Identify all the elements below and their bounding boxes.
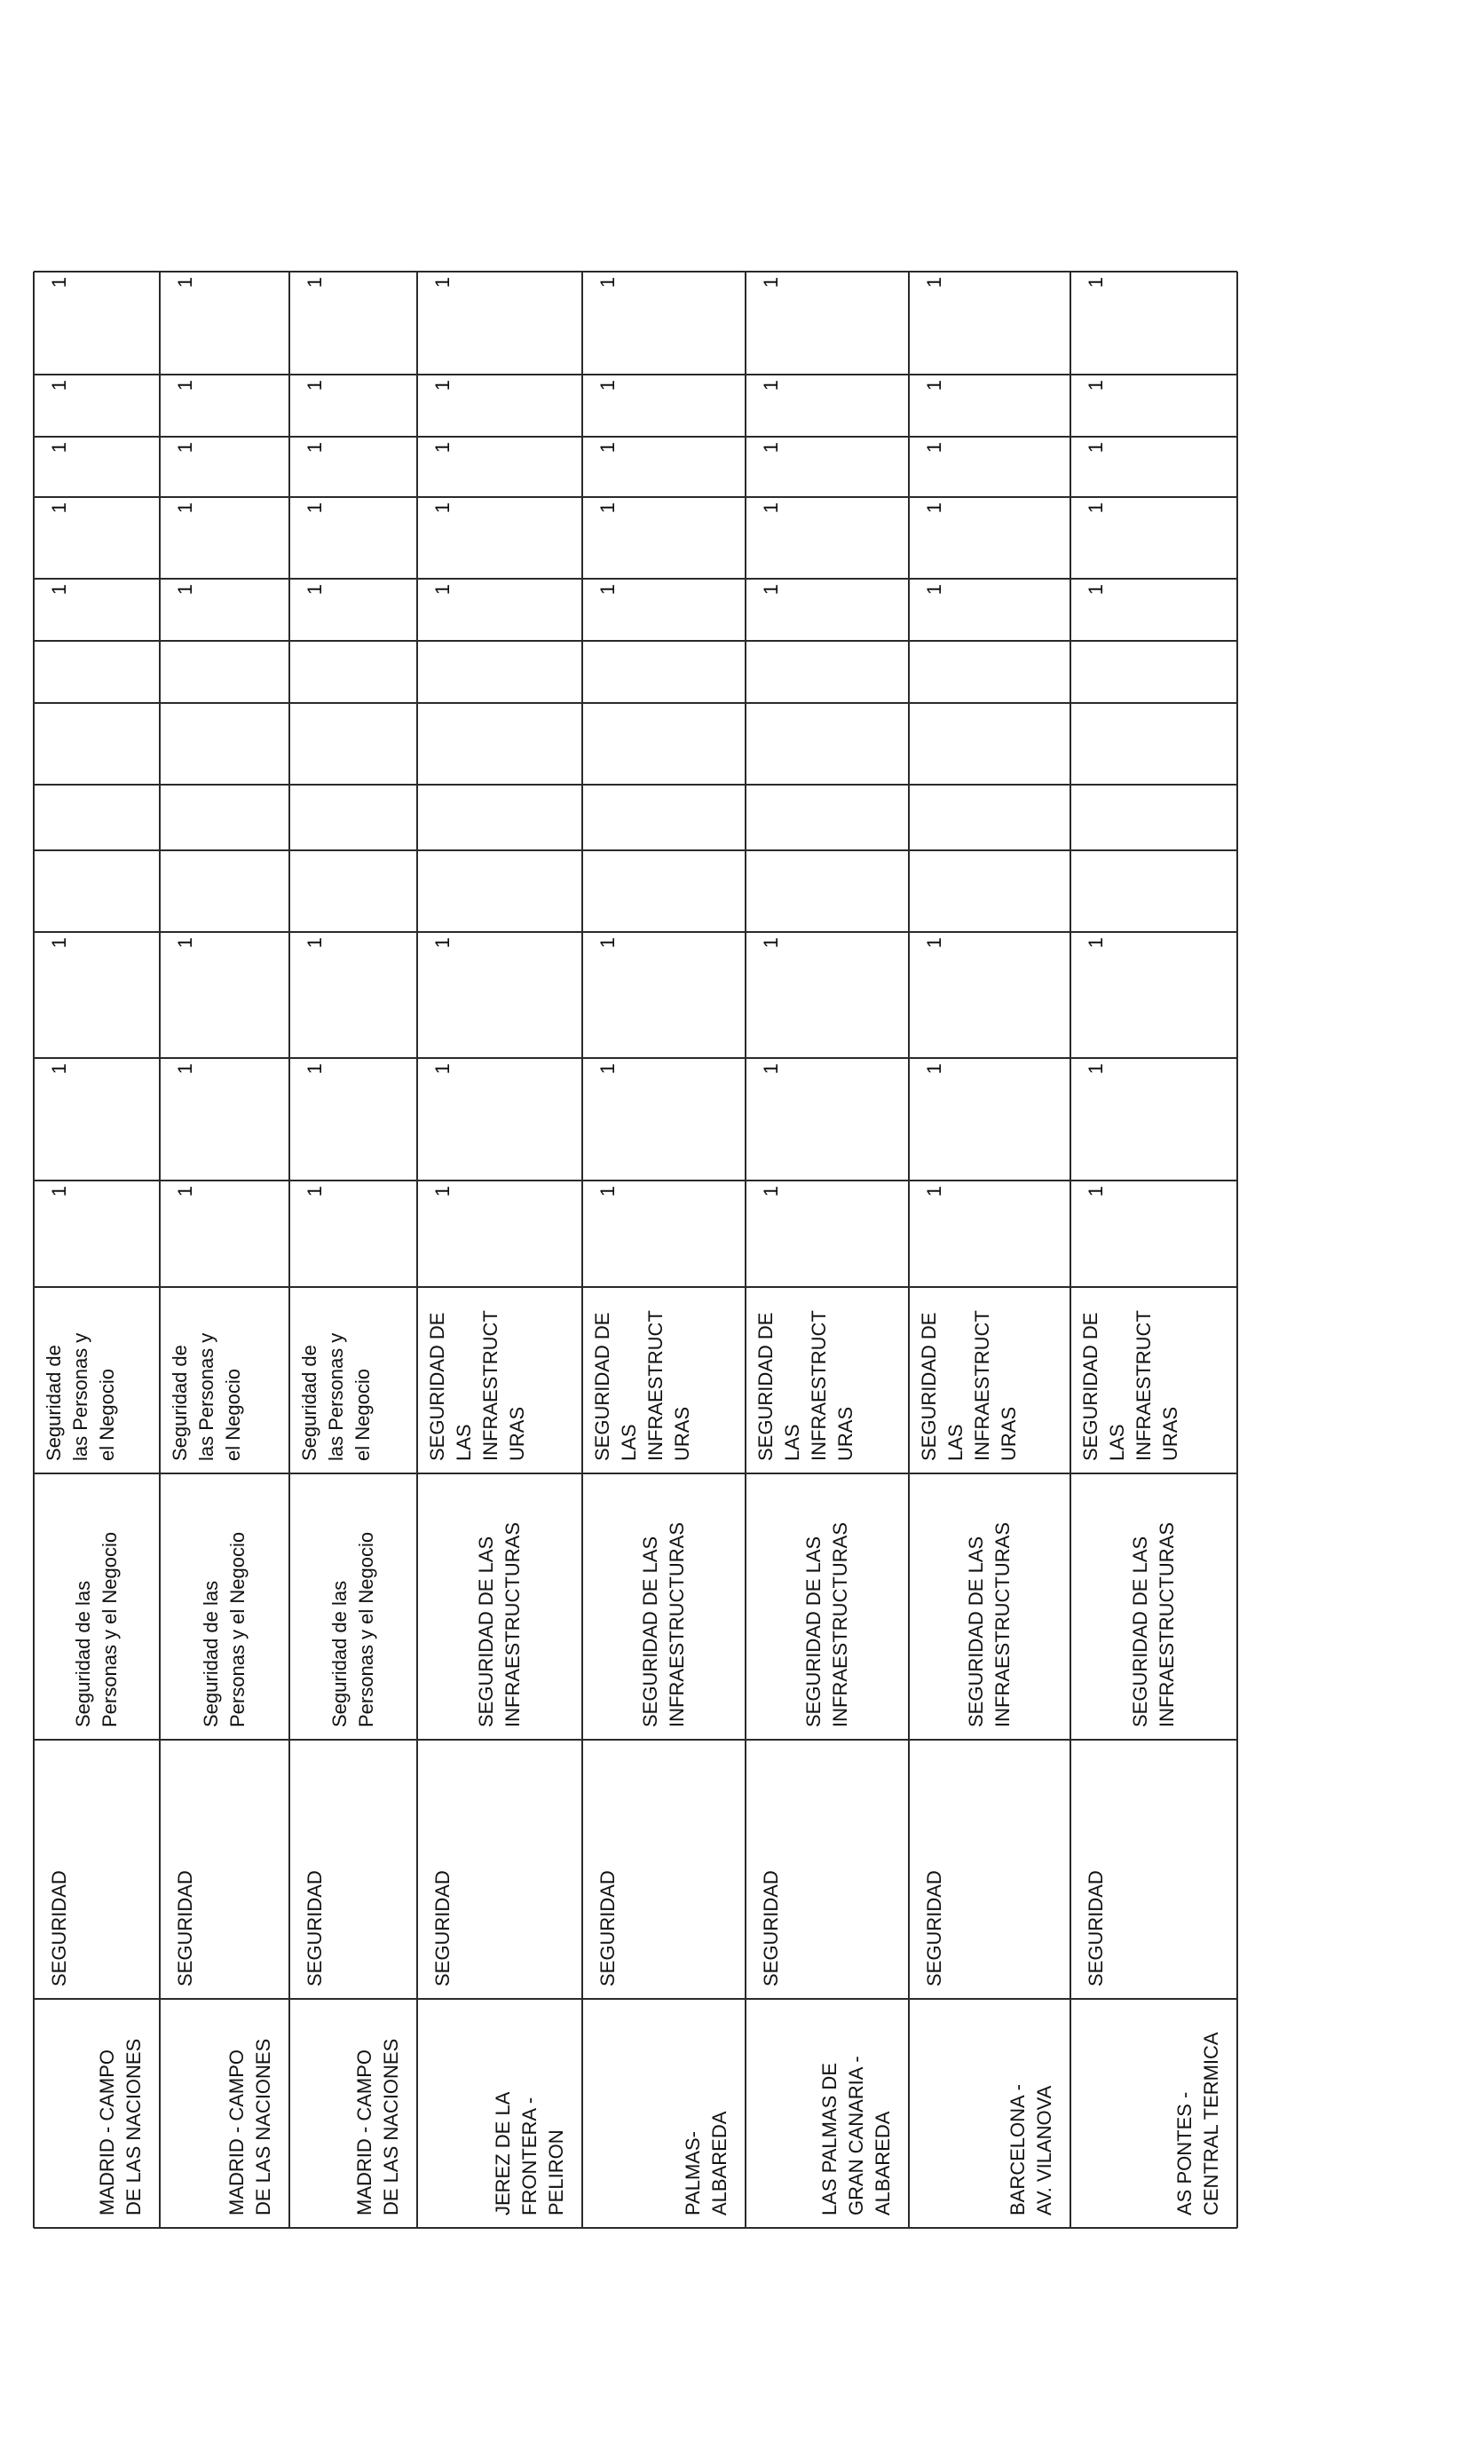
row-2-value-6-text xyxy=(172,708,277,779)
row-7-value-12-text: 1 xyxy=(923,277,945,288)
row-7-value-12 xyxy=(909,272,1070,375)
row-3-value-10 xyxy=(289,437,417,497)
row-2-category-cell xyxy=(160,1740,289,1999)
row-1-value-8 xyxy=(34,579,160,641)
row-5-area-cell-text: SEGURIDAD DE LAS INFRAESTRUCTURAS xyxy=(639,1521,688,1727)
row-5-value-4 xyxy=(582,850,746,932)
row-8-value-10 xyxy=(1070,437,1237,497)
row-7-value-3 xyxy=(909,932,1070,1058)
row-8-location-cell-text: AS PONTES - CENTRAL TERMICA xyxy=(1173,2032,1222,2215)
row-4-value-3 xyxy=(417,932,582,1058)
row-3-value-8 xyxy=(289,579,417,641)
row-8-category-cell xyxy=(1070,1740,1237,1999)
row-3-subarea-cell-text: Seguridad de las Personas y el Negocio xyxy=(298,1332,374,1461)
row-7-location-cell xyxy=(909,1999,1070,2228)
row-4-value-9-text: 1 xyxy=(431,502,454,514)
row-8-value-12 xyxy=(1070,272,1237,375)
row-3-location-cell xyxy=(289,1999,417,2228)
row-3-value-10-text: 1 xyxy=(304,442,326,454)
row-3-value-4 xyxy=(289,850,417,932)
row-8-value-8 xyxy=(1070,579,1237,641)
row-2-value-4 xyxy=(160,850,289,932)
row-2-value-11-text: 1 xyxy=(174,380,196,391)
row-6-value-10-text: 1 xyxy=(760,442,782,454)
row-8-subarea-cell-text: SEGURIDAD DE LAS INFRAESTRUCT URAS xyxy=(1079,1310,1181,1461)
row-8-value-12-text: 1 xyxy=(1085,277,1107,288)
row-6-value-3-text: 1 xyxy=(760,937,782,949)
row-8-value-5 xyxy=(1070,785,1237,850)
row-2-value-1 xyxy=(160,1181,289,1287)
row-5-value-9-text: 1 xyxy=(596,502,619,514)
row-8-value-9 xyxy=(1070,497,1237,579)
row-6-value-7 xyxy=(746,641,909,703)
row-2-value-7 xyxy=(160,641,289,703)
row-4-value-5-text xyxy=(430,790,570,845)
row-3-area-cell xyxy=(289,1473,417,1740)
row-5-value-11-text: 1 xyxy=(596,380,619,391)
row-8-area-cell-text: SEGURIDAD DE LAS INFRAESTRUCTURAS xyxy=(1129,1521,1178,1727)
row-3-value-2 xyxy=(289,1058,417,1181)
row-1-subarea-cell-text: Seguridad de las Personas y el Negocio xyxy=(43,1332,118,1461)
row-6-value-4-text xyxy=(758,856,896,927)
row-1-value-5 xyxy=(34,785,160,850)
row-8-value-8-text: 1 xyxy=(1085,584,1107,596)
row-1-value-4 xyxy=(34,850,160,932)
row-2-subarea-cell-text: Seguridad de las Personas y el Negocio xyxy=(169,1332,244,1461)
row-1-category-cell xyxy=(34,1740,160,1999)
row-6-subarea-cell-text: SEGURIDAD DE LAS INFRAESTRUCT URAS xyxy=(754,1310,856,1461)
row-7-value-6-text xyxy=(921,708,1058,779)
row-5-value-6 xyxy=(582,703,746,785)
row-3-value-1 xyxy=(289,1181,417,1287)
row-5-category-cell-text: SEGURIDAD xyxy=(596,1870,619,1986)
row-1-subarea-cell xyxy=(34,1287,160,1473)
row-2-value-3 xyxy=(160,932,289,1058)
row-1-value-11 xyxy=(34,375,160,437)
row-6-value-2-text: 1 xyxy=(760,1063,782,1075)
row-8-value-1 xyxy=(1070,1181,1237,1287)
row-5-value-11 xyxy=(582,375,746,437)
row-8-value-3-text: 1 xyxy=(1085,937,1107,949)
row-1-value-3 xyxy=(34,932,160,1058)
row-1-value-2-text: 1 xyxy=(48,1063,70,1075)
row-1-location-cell-text: MADRID - CAMPO DE LAS NACIONES xyxy=(96,2038,145,2215)
row-7-category-cell-text: SEGURIDAD xyxy=(923,1870,945,1986)
row-4-value-4 xyxy=(417,850,582,932)
row-1-value-2 xyxy=(34,1058,160,1181)
row-4-location-cell-text: JEREZ DE LA FRONTERA - PELIRON xyxy=(492,2091,567,2215)
row-4-value-3-text: 1 xyxy=(431,937,454,949)
row-7-value-4 xyxy=(909,850,1070,932)
row-5-area-cell xyxy=(582,1473,746,1740)
row-5-value-6-text xyxy=(595,708,733,779)
row-1-value-3-text: 1 xyxy=(48,937,70,949)
row-6-value-1-text: 1 xyxy=(760,1186,782,1197)
row-2-value-11 xyxy=(160,375,289,437)
row-3-value-11-text: 1 xyxy=(304,380,326,391)
row-2-value-3-text: 1 xyxy=(174,937,196,949)
row-3-category-cell xyxy=(289,1740,417,1999)
row-2-value-10 xyxy=(160,437,289,497)
row-1-value-9 xyxy=(34,497,160,579)
row-1-value-5-text xyxy=(46,790,147,845)
row-5-value-9 xyxy=(582,497,746,579)
row-4-value-8-text: 1 xyxy=(431,584,454,596)
row-7-subarea-cell xyxy=(909,1287,1070,1473)
row-7-area-cell-text: SEGURIDAD DE LAS INFRAESTRUCTURAS xyxy=(965,1521,1014,1727)
row-5-value-10 xyxy=(582,437,746,497)
row-1-value-7-text xyxy=(46,646,147,698)
row-3-value-6 xyxy=(289,703,417,785)
row-7-area-cell xyxy=(909,1473,1070,1740)
row-6-category-cell xyxy=(746,1740,909,1999)
row-4-value-1-text: 1 xyxy=(431,1186,454,1197)
row-5-value-5 xyxy=(582,785,746,850)
row-5-value-1-text: 1 xyxy=(596,1186,619,1197)
row-4-value-11 xyxy=(417,375,582,437)
row-8-category-cell-text: SEGURIDAD xyxy=(1085,1870,1107,1986)
row-5-value-8 xyxy=(582,579,746,641)
row-6-area-cell-text: SEGURIDAD DE LAS INFRAESTRUCTURAS xyxy=(802,1521,851,1727)
row-8-value-11-text: 1 xyxy=(1085,380,1107,391)
row-5-value-7 xyxy=(582,641,746,703)
row-2-value-1-text: 1 xyxy=(174,1186,196,1197)
row-2-value-9-text: 1 xyxy=(174,502,196,514)
row-3-area-cell-text: Seguridad de las Personas y el Negocio xyxy=(328,1531,377,1727)
row-8-subarea-cell xyxy=(1070,1287,1237,1473)
row-1-value-1 xyxy=(34,1181,160,1287)
row-8-value-9-text: 1 xyxy=(1085,502,1107,514)
row-4-value-9 xyxy=(417,497,582,579)
row-4-value-12-text: 1 xyxy=(431,277,454,288)
row-6-area-cell xyxy=(746,1473,909,1740)
row-7-value-4-text xyxy=(921,856,1058,927)
row-4-value-4-text xyxy=(430,856,570,927)
row-8-value-4 xyxy=(1070,850,1237,932)
row-8-value-6-text xyxy=(1083,708,1225,779)
row-5-value-1 xyxy=(582,1181,746,1287)
row-8-value-7 xyxy=(1070,641,1237,703)
row-7-value-7-text xyxy=(921,646,1058,698)
row-4-subarea-cell xyxy=(417,1287,582,1473)
row-6-location-cell-text: LAS PALMAS DE GRAN CANARIA - ALBAREDA xyxy=(818,2056,894,2215)
row-4-value-6-text xyxy=(430,708,570,779)
row-7-value-9 xyxy=(909,497,1070,579)
row-6-value-9-text: 1 xyxy=(760,502,782,514)
row-8-value-7-text xyxy=(1083,646,1225,698)
row-1-location-cell xyxy=(34,1999,160,2228)
row-2-value-9 xyxy=(160,497,289,579)
row-4-value-1 xyxy=(417,1181,582,1287)
row-1-area-cell xyxy=(34,1473,160,1740)
row-5-location-cell-text: PALMAS- ALBAREDA xyxy=(682,2111,730,2215)
row-5-location-cell xyxy=(582,1999,746,2228)
row-7-value-5 xyxy=(909,785,1070,850)
row-5-value-2-text: 1 xyxy=(596,1063,619,1075)
row-6-value-12 xyxy=(746,272,909,375)
row-5-value-3 xyxy=(582,932,746,1058)
row-3-value-5 xyxy=(289,785,417,850)
row-2-area-cell-text: Seguridad de las Personas y el Negocio xyxy=(200,1531,249,1727)
row-8-location-cell xyxy=(1070,1999,1237,2228)
row-8-value-5-text xyxy=(1083,790,1225,845)
row-2-value-2-text: 1 xyxy=(174,1063,196,1075)
row-3-value-7-text xyxy=(302,646,405,698)
row-2-value-4-text xyxy=(172,856,277,927)
row-7-value-5-text xyxy=(921,790,1058,845)
row-4-value-7-text xyxy=(430,646,570,698)
row-2-value-12-text: 1 xyxy=(174,277,196,288)
row-8-value-6 xyxy=(1070,703,1237,785)
row-1-value-10-text: 1 xyxy=(48,442,70,454)
row-8-value-10-text: 1 xyxy=(1085,442,1107,454)
row-3-value-11 xyxy=(289,375,417,437)
row-8-value-1-text: 1 xyxy=(1085,1186,1107,1197)
row-4-location-cell xyxy=(417,1999,582,2228)
row-3-value-12-text: 1 xyxy=(304,277,326,288)
row-7-value-8-text: 1 xyxy=(923,584,945,596)
row-6-location-cell xyxy=(746,1999,909,2228)
row-5-value-2 xyxy=(582,1058,746,1181)
row-5-value-8-text: 1 xyxy=(596,584,619,596)
row-6-value-2 xyxy=(746,1058,909,1181)
row-2-value-6 xyxy=(160,703,289,785)
row-1-value-10 xyxy=(34,437,160,497)
row-5-subarea-cell xyxy=(582,1287,746,1473)
row-6-value-11-text: 1 xyxy=(760,380,782,391)
row-1-value-6-text xyxy=(46,708,147,779)
row-8-value-3 xyxy=(1070,932,1237,1058)
row-3-location-cell-text: MADRID - CAMPO DE LAS NACIONES xyxy=(353,2038,402,2215)
row-3-value-3-text: 1 xyxy=(304,937,326,949)
row-2-value-10-text: 1 xyxy=(174,442,196,454)
row-7-value-11 xyxy=(909,375,1070,437)
row-2-area-cell xyxy=(160,1473,289,1740)
row-7-value-3-text: 1 xyxy=(923,937,945,949)
row-2-value-7-text xyxy=(172,646,277,698)
row-8-value-4-text xyxy=(1083,856,1225,927)
row-3-category-cell-text: SEGURIDAD xyxy=(304,1870,326,1986)
row-1-category-cell-text: SEGURIDAD xyxy=(48,1870,70,1986)
row-7-value-2 xyxy=(909,1058,1070,1181)
row-5-value-12-text: 1 xyxy=(596,277,619,288)
row-6-subarea-cell xyxy=(746,1287,909,1473)
row-7-value-7 xyxy=(909,641,1070,703)
row-1-value-6 xyxy=(34,703,160,785)
row-3-subarea-cell xyxy=(289,1287,417,1473)
row-2-subarea-cell xyxy=(160,1287,289,1473)
row-8-value-2-text: 1 xyxy=(1085,1063,1107,1075)
row-7-value-8 xyxy=(909,579,1070,641)
row-4-value-2 xyxy=(417,1058,582,1181)
row-5-category-cell xyxy=(582,1740,746,1999)
row-2-value-12 xyxy=(160,272,289,375)
row-1-value-12 xyxy=(34,272,160,375)
row-6-category-cell-text: SEGURIDAD xyxy=(760,1870,782,1986)
row-5-subarea-cell-text: SEGURIDAD DE LAS INFRAESTRUCT URAS xyxy=(591,1310,693,1461)
row-3-value-5-text xyxy=(302,790,405,845)
row-6-value-5-text xyxy=(758,790,896,845)
row-8-value-2 xyxy=(1070,1058,1237,1181)
row-3-value-12 xyxy=(289,272,417,375)
row-7-value-1-text: 1 xyxy=(923,1186,945,1197)
row-3-value-3 xyxy=(289,932,417,1058)
row-1-value-9-text: 1 xyxy=(48,502,70,514)
row-6-value-11 xyxy=(746,375,909,437)
row-6-value-6 xyxy=(746,703,909,785)
row-2-value-8-text: 1 xyxy=(174,584,196,596)
row-1-area-cell-text: Seguridad de las Personas y el Negocio xyxy=(72,1531,121,1727)
row-4-category-cell-text: SEGURIDAD xyxy=(431,1870,454,1986)
row-5-value-4-text xyxy=(595,856,733,927)
row-4-area-cell xyxy=(417,1473,582,1740)
row-7-value-1 xyxy=(909,1181,1070,1287)
row-3-value-2-text: 1 xyxy=(304,1063,326,1075)
row-2-location-cell-text: MADRID - CAMPO DE LAS NACIONES xyxy=(225,2038,274,2215)
row-6-value-8-text: 1 xyxy=(760,584,782,596)
row-5-value-3-text: 1 xyxy=(596,937,619,949)
row-3-value-9 xyxy=(289,497,417,579)
row-5-value-10-text: 1 xyxy=(596,442,619,454)
row-4-value-2-text: 1 xyxy=(431,1063,454,1075)
row-6-value-4 xyxy=(746,850,909,932)
row-2-value-2 xyxy=(160,1058,289,1181)
row-2-value-5-text xyxy=(172,790,277,845)
row-6-value-7-text xyxy=(758,646,896,698)
row-6-value-6-text xyxy=(758,708,896,779)
row-3-value-9-text: 1 xyxy=(304,502,326,514)
row-7-value-6 xyxy=(909,703,1070,785)
row-7-category-cell xyxy=(909,1740,1070,1999)
row-4-value-5 xyxy=(417,785,582,850)
row-7-value-11-text: 1 xyxy=(923,380,945,391)
row-4-subarea-cell-text: SEGURIDAD DE LAS INFRAESTRUCT URAS xyxy=(426,1310,528,1461)
row-2-location-cell xyxy=(160,1999,289,2228)
row-1-value-11-text: 1 xyxy=(48,380,70,391)
row-5-value-7-text xyxy=(595,646,733,698)
row-1-value-8-text: 1 xyxy=(48,584,70,596)
row-5-value-12 xyxy=(582,272,746,375)
row-3-value-4-text xyxy=(302,856,405,927)
row-8-value-11 xyxy=(1070,375,1237,437)
row-7-value-2-text: 1 xyxy=(923,1063,945,1075)
row-6-value-5 xyxy=(746,785,909,850)
row-4-value-7 xyxy=(417,641,582,703)
row-3-value-8-text: 1 xyxy=(304,584,326,596)
row-4-value-8 xyxy=(417,579,582,641)
row-7-location-cell-text: BARCELONA - AV. VILANOVA xyxy=(1006,2084,1055,2215)
row-4-value-10 xyxy=(417,437,582,497)
row-3-value-7 xyxy=(289,641,417,703)
row-2-value-8 xyxy=(160,579,289,641)
row-1-value-1-text: 1 xyxy=(48,1186,70,1197)
row-4-value-6 xyxy=(417,703,582,785)
row-6-value-1 xyxy=(746,1181,909,1287)
row-7-value-10 xyxy=(909,437,1070,497)
row-4-value-11-text: 1 xyxy=(431,380,454,391)
row-6-value-12-text: 1 xyxy=(760,277,782,288)
row-7-value-10-text: 1 xyxy=(923,442,945,454)
row-1-value-12-text: 1 xyxy=(48,277,70,288)
row-8-area-cell xyxy=(1070,1473,1237,1740)
row-1-value-7 xyxy=(34,641,160,703)
row-4-category-cell xyxy=(417,1740,582,1999)
row-4-value-12 xyxy=(417,272,582,375)
row-6-value-9 xyxy=(746,497,909,579)
row-3-value-6-text xyxy=(302,708,405,779)
row-2-category-cell-text: SEGURIDAD xyxy=(174,1870,196,1986)
row-7-value-9-text: 1 xyxy=(923,502,945,514)
row-7-subarea-cell-text: SEGURIDAD DE LAS INFRAESTRUCT URAS xyxy=(918,1310,1020,1461)
row-5-value-5-text xyxy=(595,790,733,845)
row-6-value-10 xyxy=(746,437,909,497)
row-1-value-4-text xyxy=(46,856,147,927)
row-2-value-5 xyxy=(160,785,289,850)
row-4-area-cell-text: SEGURIDAD DE LAS INFRAESTRUCTURAS xyxy=(475,1521,524,1727)
row-6-value-3 xyxy=(746,932,909,1058)
row-4-value-10-text: 1 xyxy=(431,442,454,454)
row-6-value-8 xyxy=(746,579,909,641)
row-3-value-1-text: 1 xyxy=(304,1186,326,1197)
